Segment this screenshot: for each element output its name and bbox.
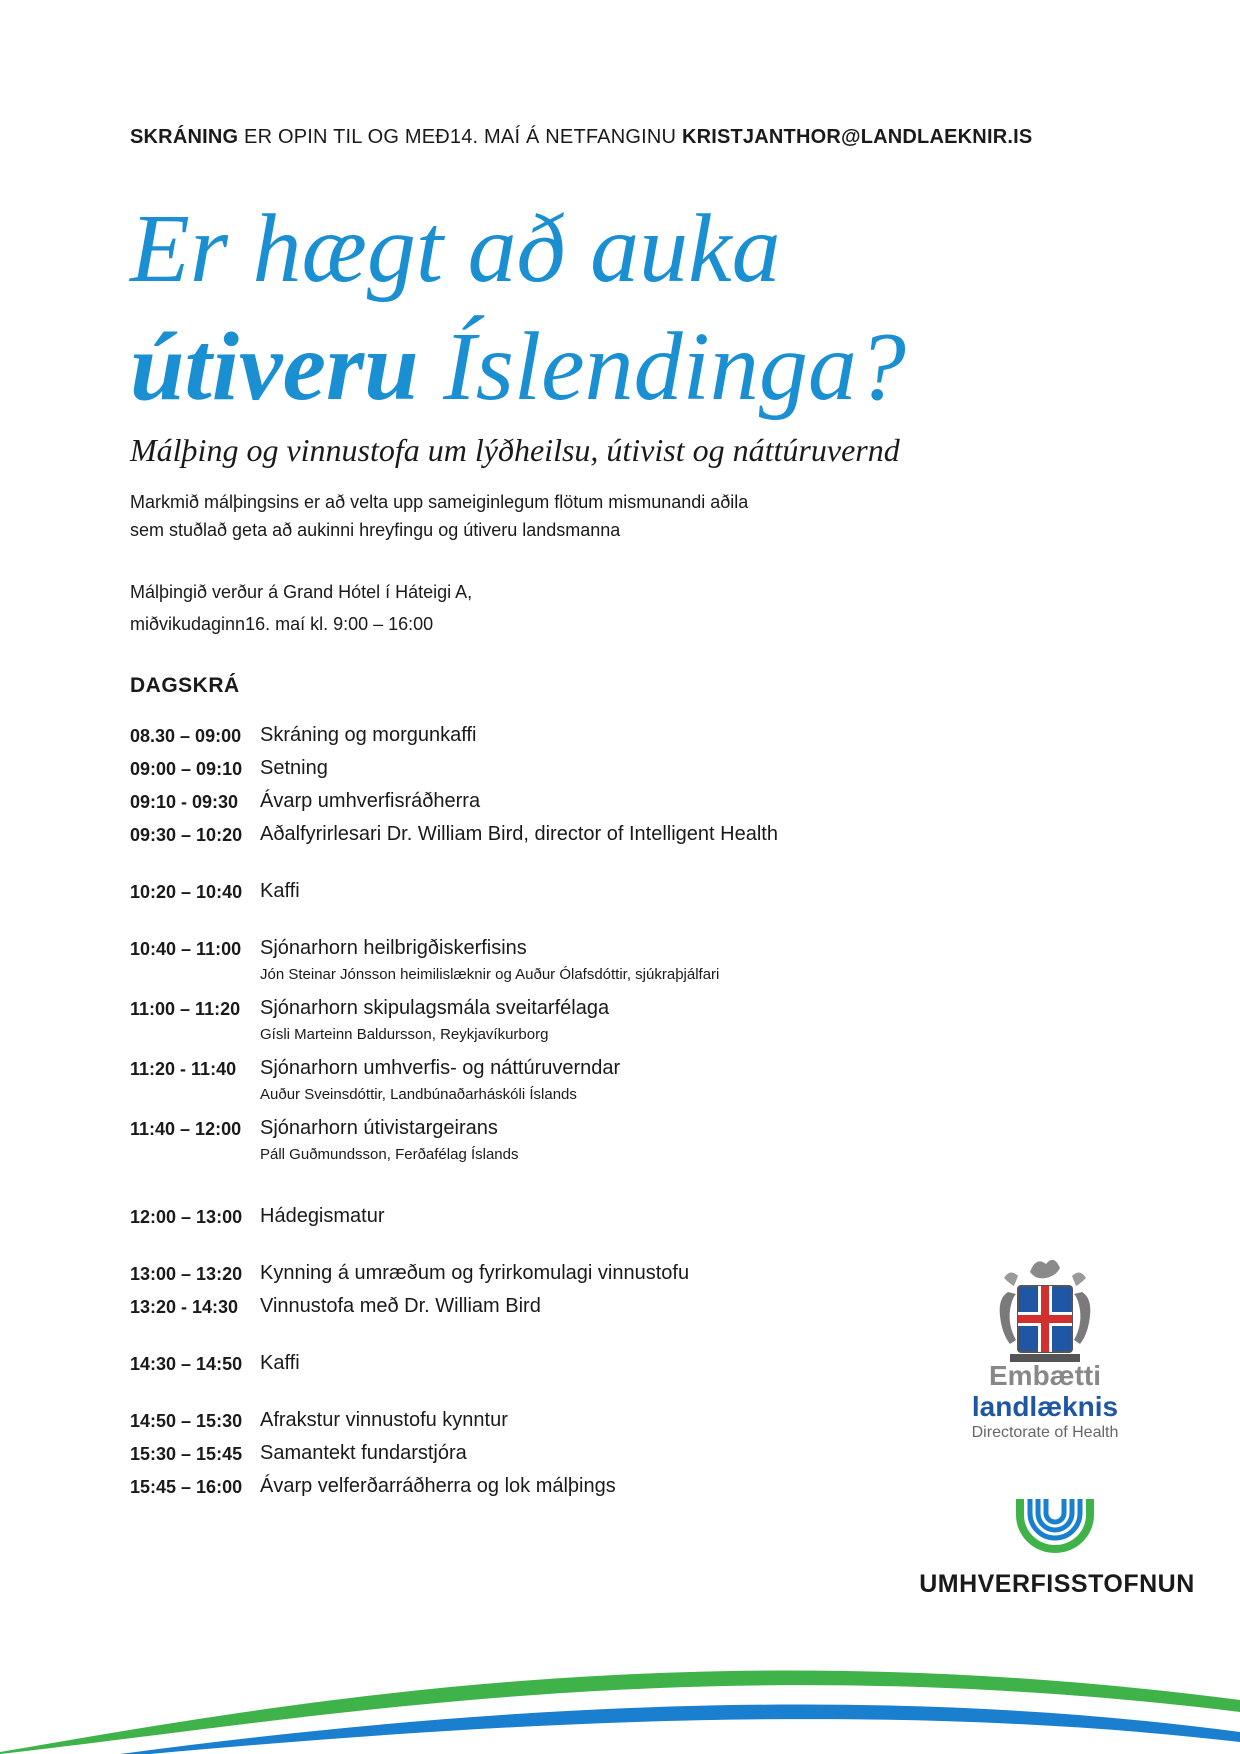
venue-line-1: Málþingið verður á Grand Hótel í Háteigi A, <box>130 582 473 602</box>
agenda-time: 13:00 – 13:20 <box>130 1264 243 1284</box>
agenda-time: 12:00 – 13:00 <box>130 1207 243 1227</box>
agenda-time: 11:00 – 11:20 <box>130 999 241 1019</box>
title-emphasis: útiveru <box>130 313 419 421</box>
title-line-2 <box>130 308 906 426</box>
intro-line-2: sem stuðlað geta að aukinni hreyfingu og útiveru landsmanna <box>130 520 621 540</box>
agenda-speaker: Jón Steinar Jónsson heimilislæknir og Auður Ólafsdóttir, sjúkraþjálfari <box>260 966 720 983</box>
agenda-item: Kaffi <box>260 1352 300 1374</box>
agenda-time: 08.30 – 09:00 <box>130 726 242 746</box>
agenda-heading: DAGSKRÁ <box>130 674 240 697</box>
agenda-item: Kynning á umræðum og fyrirkomulagi vinnustofu <box>260 1262 690 1284</box>
intro-text <box>130 488 748 544</box>
agenda-item: Ávarp umhverfisráðherra <box>260 790 481 812</box>
registration-label: SKRÁNING <box>130 126 239 148</box>
intro-line-1: Markmið málþingsins er að velta upp sameiginlegum flötum mismunandi aðila <box>130 492 749 512</box>
agenda-time: 14:30 – 14:50 <box>130 1354 243 1374</box>
health-logo-line-1: Embætti <box>989 1360 1101 1391</box>
agenda-time: 09:10 - 09:30 <box>130 792 239 812</box>
agenda-item: Kaffi <box>260 880 300 902</box>
agenda-item: Aðalfyrirlesari Dr. William Bird, director of Intelligent Health <box>260 823 778 845</box>
agenda-time: 13:20 - 14:30 <box>130 1297 239 1317</box>
agenda-speaker: Páll Guðmundsson, Ferðafélag Íslands <box>260 1146 519 1163</box>
agenda-item: Sjónarhorn skipulagsmála sveitarfélaga <box>260 997 610 1019</box>
agenda-item: Setning <box>260 757 328 779</box>
agenda-item: Sjónarhorn heilbrigðiskerfisins <box>260 937 527 959</box>
title-line-1: Er hægt að auka <box>130 195 781 303</box>
agenda-item: Sjónarhorn útivistargeirans <box>260 1117 498 1139</box>
page-title <box>130 190 906 426</box>
registration-text: ER OPIN TIL OG MEÐ14. MAÍ Á NETFANGINU <box>244 126 677 148</box>
venue-line-2: miðvikudaginn16. maí kl. 9:00 – 16:00 <box>130 614 434 634</box>
agenda-time: 14:50 – 15:30 <box>130 1411 243 1431</box>
agenda-speaker: Auður Sveinsdóttir, Landbúnaðarháskóli Íslands <box>260 1086 577 1103</box>
agenda-time: 15:45 – 16:00 <box>130 1477 243 1497</box>
agenda-item: Hádegismatur <box>260 1205 385 1227</box>
agenda-time: 15:30 – 15:45 <box>130 1444 243 1464</box>
agenda-item: Ávarp velferðarráðherra og lok málþings <box>260 1475 616 1497</box>
environment-agency-logo-icon <box>1010 1495 1100 1557</box>
health-logo-line-3: Directorate of Health <box>971 1424 1119 1441</box>
agenda-item: Sjónarhorn umhverfis- og náttúruverndar <box>260 1057 621 1079</box>
agenda-time: 11:40 – 12:00 <box>130 1119 242 1139</box>
subtitle: Málþing og vinnustofa um lýðheilsu, útivist og náttúruvernd <box>130 432 900 468</box>
agenda-item: Vinnustofa með Dr. William Bird <box>260 1295 541 1317</box>
agenda-speaker: Gísli Marteinn Baldursson, Reykjavíkurborg <box>260 1026 549 1043</box>
registration-email[interactable]: KRISTJANTHOR@LANDLAEKNIR.IS <box>681 126 1033 148</box>
decorative-waves <box>0 1640 1240 1754</box>
agenda-item: Samantekt fundarstjóra <box>260 1442 467 1464</box>
environment-agency-name: UMHVERFISSTOFNUN <box>919 1570 1195 1598</box>
health-logo-line-2: landlæknis <box>971 1391 1119 1422</box>
agenda-item: Skráning og morgunkaffi <box>260 724 477 746</box>
agenda-time: 11:20 - 11:40 <box>130 1059 237 1079</box>
venue-info <box>130 576 472 640</box>
agenda-time: 10:40 – 11:00 <box>130 939 242 959</box>
agenda-time: 09:30 – 10:20 <box>130 825 243 845</box>
registration-notice <box>130 126 1032 149</box>
agenda-item: Afrakstur vinnustofu kynntur <box>260 1409 508 1431</box>
agenda-time: 09:00 – 09:10 <box>130 759 243 779</box>
title-rest: Íslendinga? <box>443 313 906 421</box>
agenda-time: 10:20 – 10:40 <box>130 882 243 902</box>
